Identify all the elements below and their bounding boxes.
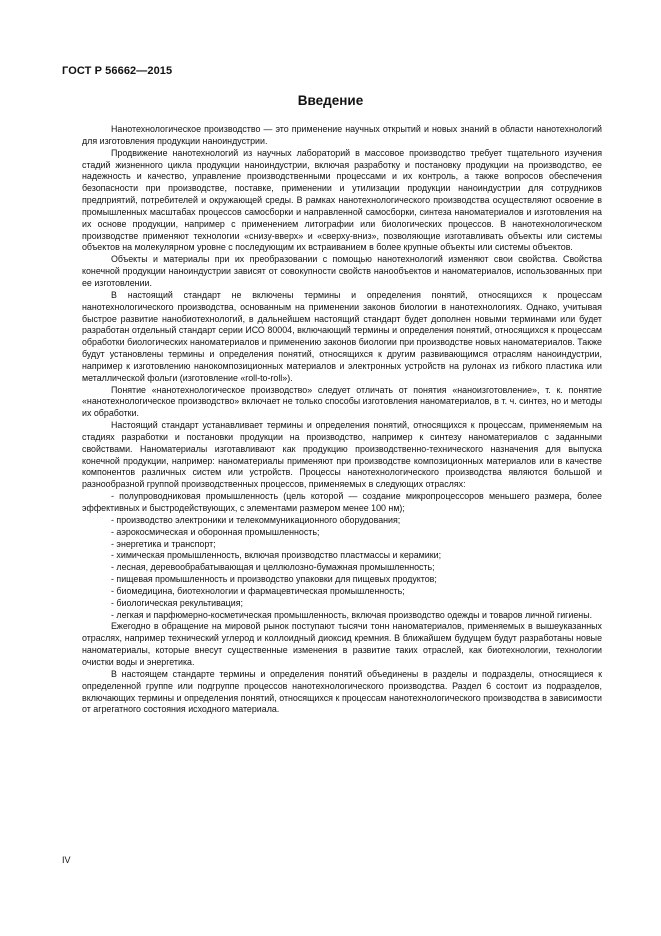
list-item: - биологическая рекультивация; <box>111 597 243 608</box>
paragraph: Ежегодно в обращение на мировой рынок поступают тысячи тонн наноматериалов, применяемых в вышеуказанных отраслях, например технический углерод и коллоидный диоксид кремния. В ближайшем будущем будут разработаны новые наноматериалы, которые внесут существенные изменения в развитие таких отраслей, как биотехнологии, технологии очистки воды и энергетика. <box>82 621 602 667</box>
list-item: - химическая промышленность, включая производство пластмассы и керамики; <box>111 550 442 561</box>
list-item: - пищевая промышленность и производство упаковки для пищевых продуктов; <box>111 574 437 585</box>
page-number: IV <box>62 855 71 865</box>
paragraph: В настоящий стандарт не включены термины и определения понятий, относящихся к процессам нанотехнологического производства, основанным на применении законов биологии в нанотехнологиях. Однако, учитывая быстрое развитие нанобиотехнологий, в дальнейшем настоящий стандарт будет дополнен новыми терминами или будет разработан отдельный стандарт серии ИСО 80004, включающий термины и определения понятий, относящихся к процессам обработки биологических наноматериалов и применению законов биологии при производстве новых наноматериалов. Также будут установлены термины и определения понятий, относящихся к другим развивающимся отраслям наноиндустрии, например к изготовлению нанокомпозиционных материалов и электронных устройств на рулонах из гибкого пластика или металлической фольги (изготовление «roll-to-roll»). <box>82 289 602 383</box>
paragraph: Продвижение нанотехнологий из научных лабораторий в массовое производство требует тщательного изучения стадий жизненного цикла продукции наноиндустрии, включая разработку и постановку продукции на производство, ее надежность и качество, управление производственными процессами и их контроль, а также вопросов обеспечения безопасности при производстве, поставке, применении и утилизации продукции наноиндустрии для сотрудников предприятий, потребителей и окружающей среды. В рамках нанотехнологического производства осуществляют освоение в промышленных масштабах процессов самосборки и направленной самосборки, синтеза наноматериалов и изготовления на их основе продукции, например с применением литографии или биологических процессов. В нанотехнологическом производстве применяют технологии «снизу-вверх» и «сверху-вниз», позволяющие изготавливать объекты или системы объектов на молекулярном уровне с последующим их встраиванием в более крупные объекты или системы объектов. <box>82 147 602 253</box>
list-item: - лесная, деревообрабатывающая и целлюлозно-бумажная промышленность; <box>111 562 435 573</box>
paragraph: Объекты и материалы при их преобразовании с помощью нанотехнологий изменяют свои свойства. Свойства конечной продукции наноиндустрии зависят от совокупности свойств нанообъектов и наноматериалов, использованных при ее изготовлении. <box>82 254 602 288</box>
list-item: - полупроводниковая промышленность (цель которой — создание микропроцессоров меньшего размера, более эффективных и быстродействующих, с элементами размером менее 100 нм); <box>82 491 602 513</box>
section-title: Введение <box>297 93 364 108</box>
document-code: ГОСТ Р 56662—2015 <box>62 65 173 77</box>
industries-list <box>82 491 602 621</box>
list-item: - производство электроники и телекоммуникационного оборудования; <box>111 514 401 525</box>
paragraph: В настоящем стандарте термины и определения понятий объединены в разделы и подразделы, относящиеся к определенной группе или подгруппе процессов нанотехнологического производства. Раздел 6 состоит из подразделов, включающих термины и определения понятий, относящихся к процессам нанотехнологического производства в зависимости от агрегатного состояния исходного материала. <box>82 668 602 715</box>
paragraph: Понятие «нанотехнологическое производство» следует отличать от понятия «наноизготовление», т. к. понятие «нанотехнологическое производство» включает не только способы изготовления наноматериалов, в т. ч. синтез, но и методы их обработки. <box>82 384 602 419</box>
list-item: - аэрокосмическая и оборонная промышленность; <box>111 526 320 537</box>
body-text <box>82 124 602 716</box>
paragraph: Нанотехнологическое производство — это применение научных открытий и новых знаний в области нанотехнологий для изготовления продукции наноиндустрии. <box>82 124 602 146</box>
list-item: - биомедицина, биотехнологии и фармацевтическая промышленность; <box>111 585 405 596</box>
list-item: - легкая и парфюмерно-косметическая промышленность, включая производство одежды и товаров личной гигиены. <box>111 609 593 620</box>
paragraph: Настоящий стандарт устанавливает термины и определения понятий, относящихся к процессам, применяемым на стадиях разработки и постановки продукции на производство, например к синтезу наноматериалов с заданными свойствами. Наноматериалы изготавливают как продукцию производственно-технического назначения для выпуска конечной продукции, например: наноматериалы применяют при производстве композиционных материалов или в качестве компонентов различных систем или устройств. Процессы нанотехнологического производства являются большой и разнообразной группой производственных процессов, применяемых в следующих отраслях: <box>82 420 602 490</box>
list-item: - энергетика и транспорт; <box>111 538 216 549</box>
